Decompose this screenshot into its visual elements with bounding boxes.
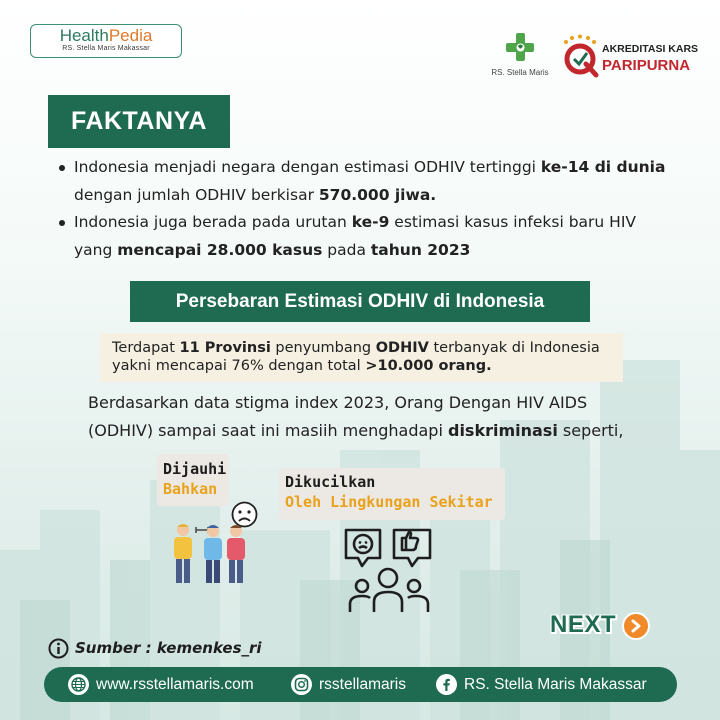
next-button[interactable] xyxy=(546,607,658,647)
chevron-right-icon xyxy=(622,612,650,640)
label-ostracized-top: Dikucilkan xyxy=(285,473,376,491)
info-bold-total: >10.000 orang. xyxy=(365,358,492,374)
info-icon xyxy=(48,638,69,659)
fact2-text-e: pada xyxy=(322,240,371,259)
facts-list xyxy=(56,154,676,264)
healthpedia-part2: Pedia xyxy=(108,26,153,45)
fact-item-2 xyxy=(56,209,676,264)
label-shunned-top: Dijauhi xyxy=(163,460,227,478)
footer-facebook[interactable] xyxy=(436,674,647,695)
fact1-text-a: Indonesia menjadi negara dengan estimasi ODHIV tertinggi xyxy=(74,158,541,176)
footer-website[interactable] xyxy=(68,674,254,695)
label-ostracized xyxy=(279,468,505,520)
label-shunned xyxy=(157,454,229,506)
medical-cross-icon xyxy=(505,32,535,62)
page-title: FAKTANYA xyxy=(48,95,230,148)
info-bold-provinces: 11 Provinsi xyxy=(179,340,271,356)
fact2-text-c: estimasi kasus infeksi baru HIV yang xyxy=(74,213,637,259)
info-bold-odhiv: ODHIV xyxy=(375,340,429,356)
footer-instagram-label: rsstellamaris xyxy=(319,675,406,693)
fact-item-1 xyxy=(56,154,676,209)
healthpedia-part1: Health xyxy=(59,26,109,45)
info-text-c: penyumbang xyxy=(270,340,376,356)
label-ostracized-bottom: Oleh Lingkungan Sekitar xyxy=(285,493,493,511)
healthpedia-wordmark xyxy=(31,27,181,45)
globe-icon xyxy=(68,674,89,695)
next-label: NEXT xyxy=(550,611,617,638)
footer-website-label: www.rsstellamaris.com xyxy=(96,675,254,693)
footer-facebook-label: RS. Stella Maris Makassar xyxy=(464,675,647,693)
source-citation xyxy=(48,637,262,659)
fact2-bold-rank: ke-9 xyxy=(351,213,390,231)
footer-bar xyxy=(44,667,677,702)
hospital-logo xyxy=(486,32,554,82)
accreditation-logo xyxy=(560,34,710,80)
fact1-bold-rank: ke-14 di dunia xyxy=(540,158,666,176)
label-shunned-bottom: Bahkan xyxy=(163,480,218,498)
hospital-logo-label: RS. Stella Maris xyxy=(491,68,549,77)
fact2-bold-cases: mencapai 28.000 kasus xyxy=(117,240,323,259)
info-box xyxy=(100,333,623,382)
stigma-paragraph xyxy=(88,389,648,445)
paragraph-text-c: seperti, xyxy=(557,421,624,440)
fact2-text-a: Indonesia juga berada pada urutan xyxy=(74,213,352,231)
source-text: Sumber : kemenkes_ri xyxy=(75,639,262,657)
fact1-bold-count: 570.000 jiwa. xyxy=(318,185,437,204)
accreditation-line1: AKREDITASI KARS xyxy=(602,43,699,55)
healthpedia-subtitle: RS. Stella Maris Makassar xyxy=(62,45,150,52)
fact2-bold-year: tahun 2023 xyxy=(370,240,471,259)
people-group-icon xyxy=(168,500,264,586)
paragraph-bold-discrimination: diskriminasi xyxy=(447,421,558,440)
fact1-text-c: dengan jumlah ODHIV berkisar xyxy=(74,185,319,204)
paragraph-text-a: Berdasarkan data stigma index 2023, Orang Dengan HIV AIDS (ODHIV) sampai saat ini masiih menghadapi xyxy=(88,393,588,440)
facebook-icon xyxy=(436,674,457,695)
section-subheading: Persebaran Estimasi ODHIV di Indonesia xyxy=(130,281,590,322)
instagram-icon xyxy=(291,674,312,695)
avatar-discrimination-icon xyxy=(342,526,436,614)
footer-instagram[interactable] xyxy=(291,674,406,695)
healthpedia-logo xyxy=(30,24,182,58)
info-text-a: Terdapat xyxy=(112,340,180,356)
accreditation-line2: PARIPURNA xyxy=(602,57,691,74)
kars-emblem-icon xyxy=(560,34,600,78)
info-text-e: terbanyak di Indonesia yakni mencapai 76% dengan total xyxy=(112,340,600,374)
